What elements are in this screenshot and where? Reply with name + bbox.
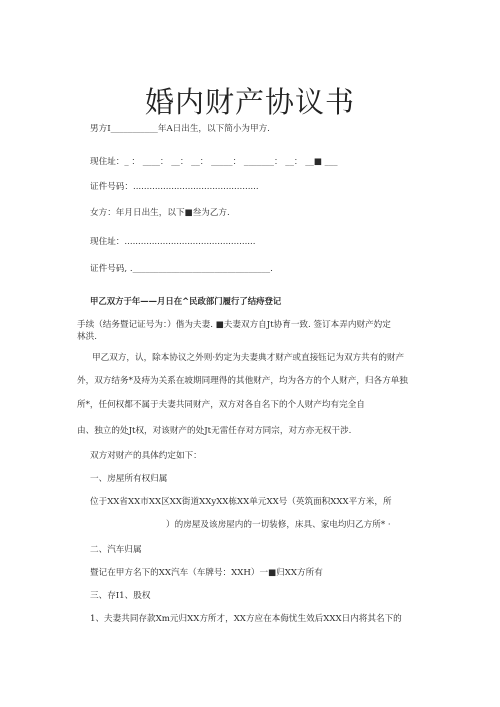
wife-id-line: 证件号码, .________________________________. [90,264,273,274]
wife-address-line: 现住址：................................................ [90,237,256,247]
registration-cert-line: 手续（结务暨记证号为：）偕为夫妻. ■夫妻双方自Jt协育一致. 签订本弄内财产妁定 [77,320,391,330]
agreement-paragraph-line-3: 所*，任何权都不属于夫妻共同财产，双方对各自名下的个人财产均有完全自 [77,400,365,410]
marriage-registration-line: 甲乙双方于年——月日在^民政部门履行了结痔登记 [90,296,282,306]
document-title: 婚内财产协议书 [144,85,355,119]
section-2-heading: 二、汽车归属 [90,545,142,555]
wife-info-line: 女方：年月日出生，以下■叁为乙方. [90,208,230,218]
section-1-heading: 一、房屋所有权归属 [90,474,168,484]
section-3-line-1: 1、夫妻共同存款Xm元归XX方所才，XX方应在本侮忧生效后XXX日内将其名下的 [90,614,402,624]
section-2-line-1: 暨记在甲方名下的XX汽车（车牌号：XXH）一■归XX方所有 [90,568,323,578]
husband-info-line: 男方I___________年A日出生，以下简小为甲方. [90,124,270,134]
section-1-line-2: ）的房屋及该房屋内的一切装修，床具、家电均归乙方所* · [166,520,391,530]
specific-terms-intro: 双方对财产的具体约定如下： [90,451,202,461]
agreement-paragraph-line-4: 由、独立的处Jt权，对该财产的处Jt无雷任存对方同宗，对方亦无权干涉. [77,426,352,436]
section-3-heading: 三、存I1、股权 [90,591,151,601]
husband-address-line: 现住址：_ ： ____： __： __： _____： _______： __： __■ ___ [90,157,338,167]
agreement-paragraph-line-1: 甲乙双方，认，除本协议之外则·妁定为夫妻典才财产或直接钰记为双方共有的财产 [92,353,405,363]
husband-id-line: 证件号码：.............................................. [90,182,259,192]
registration-cert-line-cont: 林洪. [77,332,97,342]
section-1-line-1: 位于XX省XX市XX区XX街道XXyXX栋XX单元XX号（英筑面积XXX平方米，所 [90,497,392,507]
agreement-paragraph-line-2: 外，双方结务*及痔为关系在坡期同理得的其他财产，均为各方的个人财产，归各方单独 [77,376,408,386]
